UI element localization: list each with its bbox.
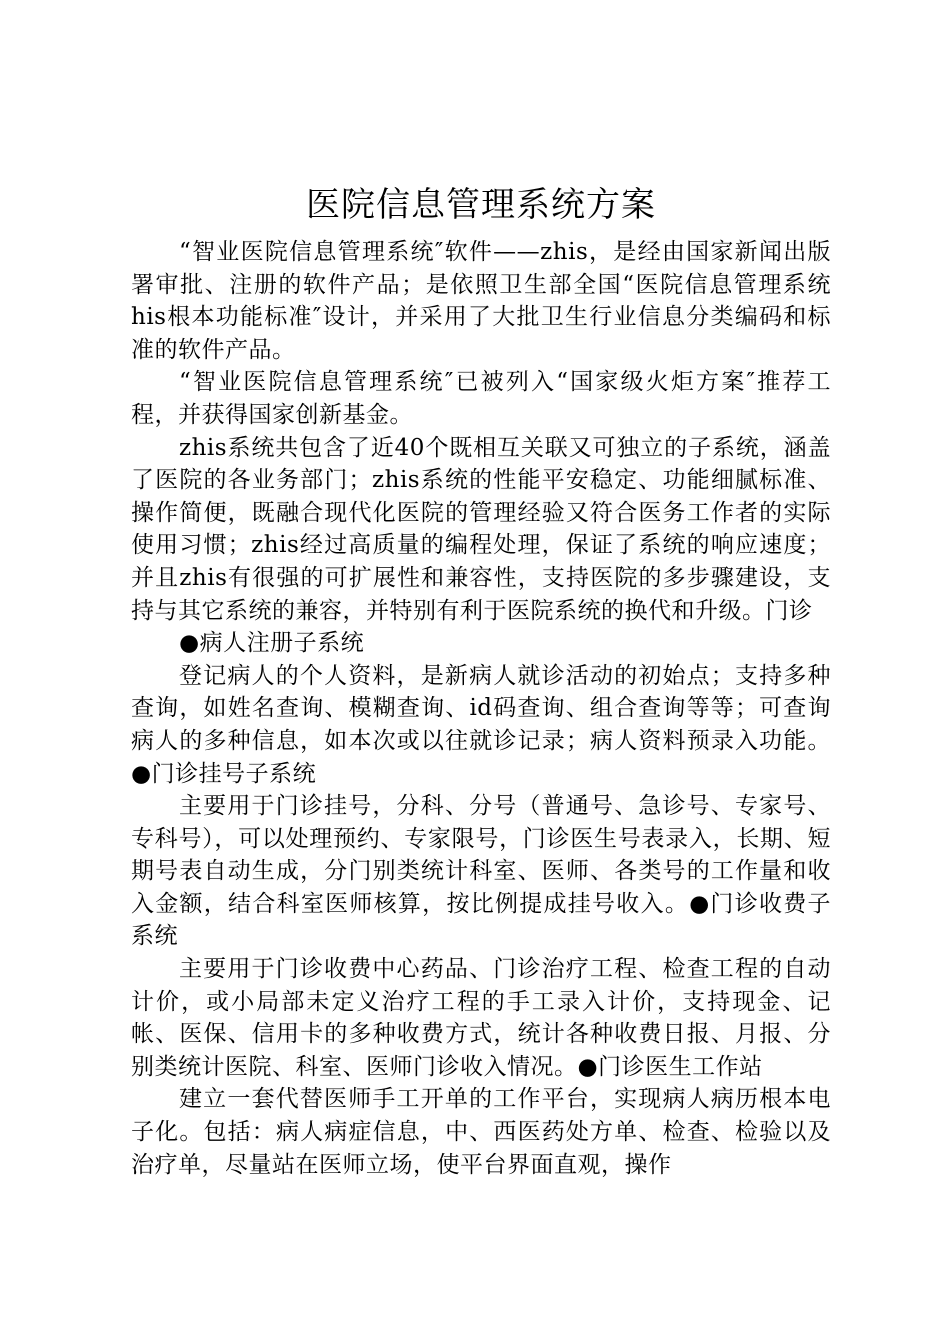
paragraph-outpatient-registration: 主要用于门诊挂号，分科、分号（普通号、急诊号、专家号、专科号），可以处理预约、专家限号，门诊医生号表录入，长期、短期号表自动生成，分门别类统计科室、医师、各类号的工作量和收入金额，结合科室医师核算，按比例提成挂号收入。●门诊收费子系统 [131, 793, 831, 950]
paragraph-intro: “智业医院信息管理系统″软件——zhis，是经由国家新闻出版署审批、注册的软件产品；是依照卫生部全国“医院信息管理系统his根本功能标准″设计，并采用了大批卫生行业信息分类编码和标准的软件产品。 [131, 239, 831, 363]
paragraph-subsystems: zhis系统共包含了近40个既相互关联又可独立的子系统，涵盖了医院的各业务部门；zhis系统的性能平安稳定、功能细腻标准、操作简便，既融合现代化医院的管理经验又符合医务工作者的实际使用习惯；zhis经过高质量的编程处理，保证了系统的响应速度；并且zhis有很强的可扩展性和兼容性，支持医院的多步骤建设，支持与其它系统的兼容，并特别有利于医院系统的换代和升级。门诊 [131, 434, 831, 624]
paragraph-outpatient-billing: 主要用于门诊收费中心药品、门诊治疗工程、检查工程的自动计价，或小局部未定义治疗工程的手工录入计价，支持现金、记帐、医保、信用卡的多种收费方式，统计各种收费日报、月报、分别类统计医院、科室、医师门诊收入情况。●门诊医生工作站 [131, 956, 831, 1080]
paragraph-doctor-workstation: 建立一套代替医师手工开单的工作平台，实现病人病历根本电子化。包括：病人病症信息，中、西医药处方单、检查、检验以及治疗单，尽量站在医师立场，使平台界面直观，操作 [131, 1086, 831, 1178]
document-title: 医院信息管理系统方案 [306, 185, 656, 225]
document-page [131, 180, 831, 1181]
paragraph-patient-registration-heading: ●病人注册子系统 [179, 630, 365, 657]
paragraph-torch-plan: “智业医院信息管理系统″已被列入“国家级火炬方案″推荐工程，并获得国家创新基金。 [131, 369, 831, 428]
paragraph-patient-registration: 登记病人的个人资料，是新病人就诊活动的初始点；支持多种查询，如姓名查询、模糊查询、id码查询、组合查询等等；可查询病人的多种信息，如本次或以往就诊记录；病人资料预录入功能。●门诊挂号子系统 [131, 662, 831, 787]
